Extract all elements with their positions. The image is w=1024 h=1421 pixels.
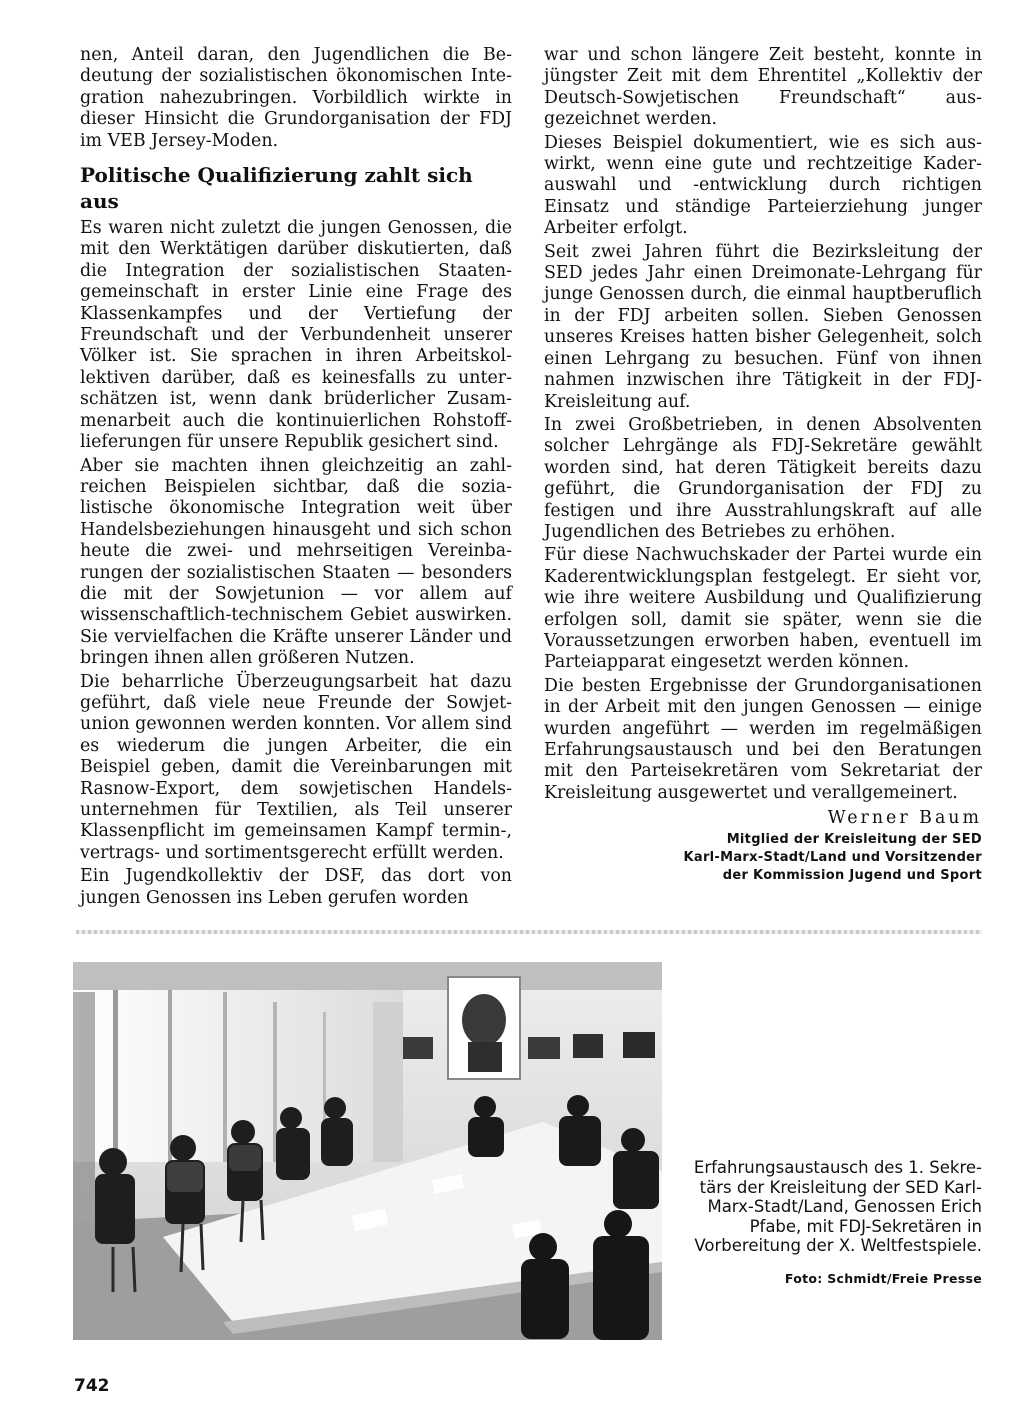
body-paragraph: Seit zwei Jahren führt die Bezirksleitung der SED jedes Jahr einen Dreimonate-Lehrgang für junge Genossen durch, die einmal hauptberuflich in der FDJ arbeiten sollen. Sieben Genossen unseres Kreises hatten bisher Gelegenheit, solch einen Lehrgang zu besuchen. Fünf von ihnen nahmen inzwischen ihre Tätigkeit in der FDJ-Kreisleitung auf. xyxy=(544,241,982,412)
body-paragraph: Es waren nicht zuletzt die jungen Genossen, die mit den Werktätigen darüber diskutierten, daß die Integration der sozialistischen Staatengemeinschaft in erster Linie eine Frage des Klassenkampfes und der Vertiefung der Freundschaft und der Verbundenheit unserer Völker ist. Sie sprachen in ihren Arbeitskollektiven darüber, daß es keinesfalls zu unterschätzen ist, wenn dank brüderlicher Zusammenarbeit auch die kontinuierlichen Rohstofflieferungen für unsere Republik gesichert sind. xyxy=(80,218,512,453)
author-role-line: Karl-Marx-Stadt/Land und Vorsitzender xyxy=(683,849,982,865)
page-number: 742 xyxy=(74,1376,110,1396)
body-paragraph: Die besten Ergebnisse der Grundorganisationen in der Arbeit mit den jungen Genossen — einige wurden angeführt — werden im regelmäßigen Erfahrungsaustausch und bei den Beratungen mit den Parteisekretären vom Sekretariat der Kreisleitung ausgewertet und verallgemeinert. xyxy=(544,675,982,803)
body-paragraph: war und schon längere Zeit besteht, konnte in jüngster Zeit mit dem Ehrentitel „Kollektiv der Deutsch-Sowjetischen Freundschaft“ ausgezeichnet werden. xyxy=(544,45,982,130)
body-paragraph: Aber sie machten ihnen gleichzeitig an zahlreichen Beispielen sichtbar, daß die sozialistische ökonomische Integration weit über Handelsbeziehungen hinausgeht und sich schon heute die zwei- und mehrseitigen Vereinbarungen der sozialistischen Staaten — besonders die mit der Sowjetunion — vor allem auf wissenschaftlich-technischem Gebiet auswirken. Sie vervielfachen die Kräfte unserer Länder und bringen ihnen allen größeren Nutzen. xyxy=(80,455,512,669)
right-text-column xyxy=(544,45,982,884)
left-text-column xyxy=(80,45,512,909)
meeting-photo-image xyxy=(73,962,662,1340)
body-paragraph: Für diese Nachwuchskader der Partei wurde ein Kaderentwicklungsplan festgelegt. Er sieht vor, wie ihre weitere Ausbildung und Qualifizierung erfolgen soll, damit sie später, wenn sie die Voraussetzungen erworben haben, eventuell im Parteiapparat eingesetzt werden können. xyxy=(544,545,982,673)
body-paragraph: Ein Jugendkollektiv der DSF, das dort von jungen Genossen ins Leben gerufen worden xyxy=(80,866,512,908)
author-role-line: der Kommission Jugend und Sport xyxy=(722,867,982,883)
body-paragraph: Dieses Beispiel dokumentiert, wie es sich auswirkt, wenn eine gute und rechtzeitige Kaderauswahl und -entwicklung durch richtigen Einsatz und ständige Parteierziehung junger Arbeiter erfolgt. xyxy=(544,132,982,239)
section-subheading: Politische Qualifizierung zahlt sich aus xyxy=(80,163,473,214)
body-paragraph: Die beharrliche Überzeugungsarbeit hat dazu geführt, daß viele neue Freunde der Sowjetunion gewonnen werden konnten. Vor allem sind es wiederum die jungen Arbeiter, die ein Beispiel geben, damit die Vereinbarungen mit Rasnow-Export, dem sowjetischen Handelsunternehmen für Textilien, als Teil unserer Klassenpflicht im gemeinsamen Kampf termin-, vertrags- und sortimentsgerecht erfüllt werden. xyxy=(80,671,512,863)
author-role-line: Mitglied der Kreisleitung der SED xyxy=(726,831,982,847)
meeting-photo xyxy=(73,962,662,1340)
body-paragraph: nen, Anteil daran, den Jugendlichen die Bedeutung der sozialistischen ökonomischen Integration nahezubringen. Vorbildlich wirkte in dieser Hinsicht die Grundorganisation der FDJ im VEB Jersey-Moden. xyxy=(80,45,512,151)
body-paragraph: In zwei Großbetrieben, in denen Absolventen solcher Lehrgänge als FDJ-Sekretäre gewählt worden sind, hat deren Tätigkeit bereits dazu geführt, die Grundorganisation der FDJ zu festigen und ihre Ausstrahlungskraft auf alle Jugendlichen des Betriebes zu erhöhen. xyxy=(544,414,982,542)
photo-credit: Foto: Schmidt/Freie Presse xyxy=(784,1271,982,1286)
photo-caption: Erfahrungsaustausch des 1. Sekretärs der Kreisleitung der SED Karl-Marx-Stadt/Land, Genossen Erich Pfabe, mit FDJ-Sekretären in Vorbereitung der X. Weltfestspiele. xyxy=(693,1158,982,1256)
author-signature: Werner Baum xyxy=(827,808,982,829)
section-divider xyxy=(76,930,982,934)
